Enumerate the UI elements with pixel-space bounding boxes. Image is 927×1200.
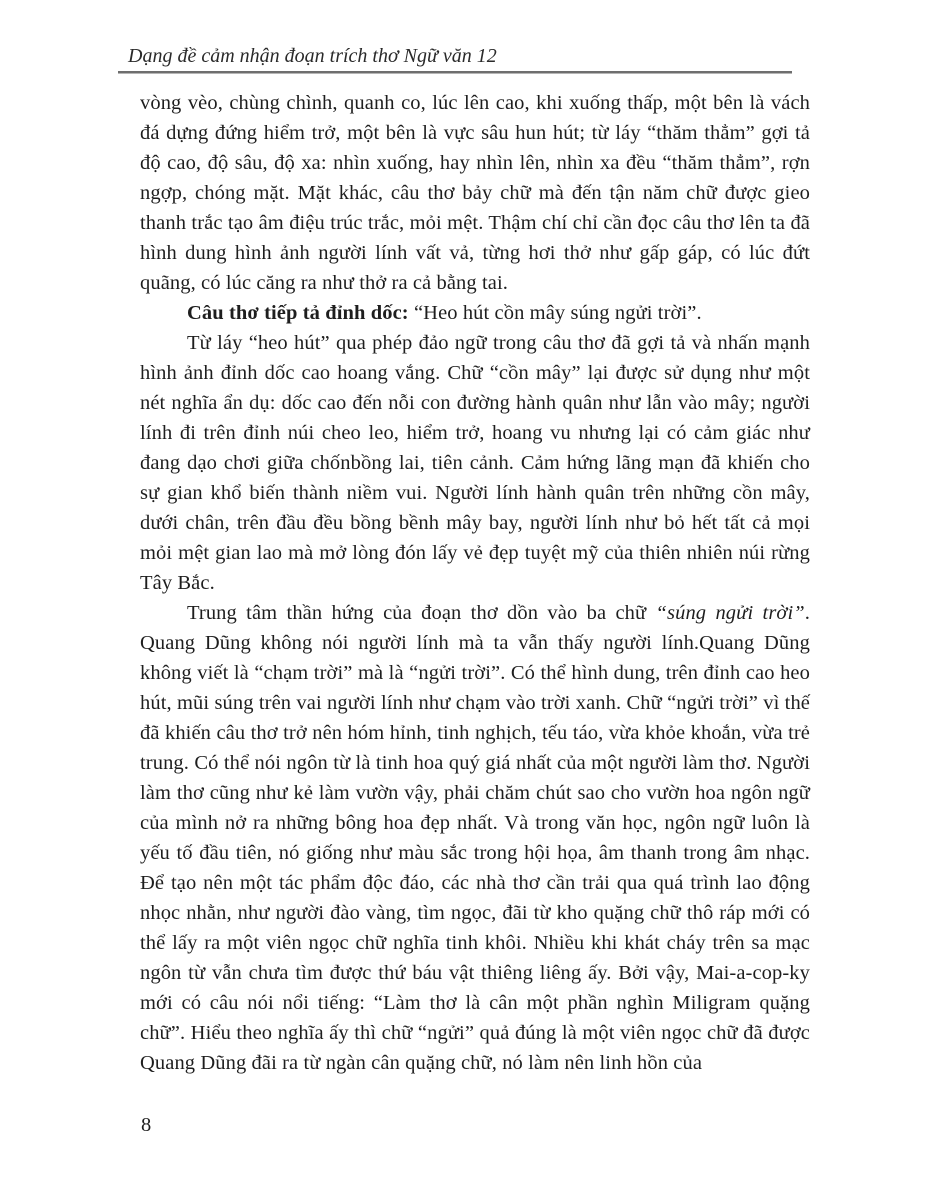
paragraph-text: . Quang Dũng không nói người lính mà ta vẫn thấy người lính.Quang Dũng không viết là “chạm trời” mà là “ngửi trời”. Có thể hình dung, trên đỉnh cao heo hút, mũi súng trên vai người lính như chạm vào trời xanh. Chữ “ngửi trời” vì thế đã khiến câu thơ trở nên hóm hỉnh, tinh nghịch, tếu táo, vừa khỏe khoắn, vừa trẻ trung. Có thể nói ngôn từ là tinh hoa quý giá nhất của một người làm thơ. Người làm thơ cũng như kẻ làm vườn vậy, phải chăm chút sao cho vườn hoa ngôn ngữ của mình nở ra những bông hoa đẹp nhất. Và trong văn học, ngôn ngữ luôn là yếu tố đầu tiên, nó giống như màu sắc trong hội họa, âm thanh trong âm nhạc. Để tạo nên một tác phẩm độc đáo, các nhà thơ cần trải qua quá trình lao động nhọc nhằn, như người đào vàng, tìm ngọc, đãi từ kho quặng chữ thô ráp mới có thể lấy ra một viên ngọc chữ nghĩa tinh khôi. Nhiều khi khát cháy trên sa mạc ngôn từ vẫn chưa tìm được thứ báu vật thiêng liêng ấy. Bởi vậy, Mai-a-cop-ky mới có câu nói nổi tiếng: “Làm thơ là cân một phần nghìn Miligram quặng chữ”. Hiểu theo nghĩa ấy thì chữ “ngửi” quả đúng là một viên ngọc chữ đã được Quang Dũng đãi ra từ ngàn cân quặng chữ, nó làm nên linh hồn của — [140, 602, 810, 1074]
paragraph-analysis-sung-ngui-troi — [140, 598, 810, 1078]
page-header — [118, 44, 792, 74]
header-rule — [118, 71, 792, 74]
paragraph-lead-bold: Câu thơ tiếp tả đỉnh dốc: — [187, 302, 409, 324]
paragraph-verse-intro — [140, 298, 810, 328]
running-head-title: Dạng đề cảm nhận đoạn trích thơ Ngữ văn 12 — [128, 45, 497, 67]
paragraph-analysis-heo-hut — [140, 328, 810, 598]
verse-quote: “Heo hút cồn mây súng ngửi trời”. — [408, 302, 702, 324]
paragraph-text: vòng vèo, chùng chình, quanh co, lúc lên cao, khi xuống thấp, một bên là vách đá dựng đứng hiểm trở, một bên là vực sâu hun hút; từ láy “thăm thẳm” gợi tả độ cao, độ sâu, độ xa: nhìn xuống, hay nhìn lên, nhìn xa đều “thăm thẳm”, rợn ngợp, chóng mặt. Mặt khác, câu thơ bảy chữ mà đến tận năm chữ được gieo thanh trắc tạo âm điệu trúc trắc, mỏi mệt. Thậm chí chỉ cần đọc câu thơ lên ta đã hình dung hình ảnh người lính vất vả, từng hơi thở như gấp gáp, có lúc đứt quãng, có lúc căng ra như thở ra cả bằng tai. — [140, 92, 810, 294]
page-number: 8 — [141, 1114, 152, 1136]
paragraph-continuation — [140, 88, 810, 298]
paragraph-text: Trung tâm thần hứng của đoạn thơ dồn vào ba chữ — [187, 602, 656, 624]
paragraph-text: Từ láy “heo hút” qua phép đảo ngữ trong câu thơ đã gợi tả và nhấn mạnh hình ảnh đỉnh dốc cao hoang vắng. Chữ “cồn mây” lại được sử dụng như một nét nghĩa ẩn dụ: dốc cao đến nỗi con đường hành quân như lẫn vào mây; người lính đi trên đỉnh núi cheo leo, hiểm trở, hoang vu nhưng lại có cảm giác như đang dạo chơi giữa chốnbồng lai, tiên cảnh. Cảm hứng lãng mạn đã khiến cho sự gian khổ biến thành niềm vui. Người lính hành quân trên những cồn mây, dưới chân, trên đầu đều bồng bềnh mây bay, người lính như bỏ hết tất cả mọi mỏi mệt gian lao mà mở lòng đón lấy vẻ đẹp tuyệt mỹ của thiên nhiên núi rừng Tây Bắc. — [140, 332, 810, 594]
document-body — [140, 88, 810, 1078]
quoted-phrase-italic: “súng ngửi trời” — [655, 602, 805, 624]
